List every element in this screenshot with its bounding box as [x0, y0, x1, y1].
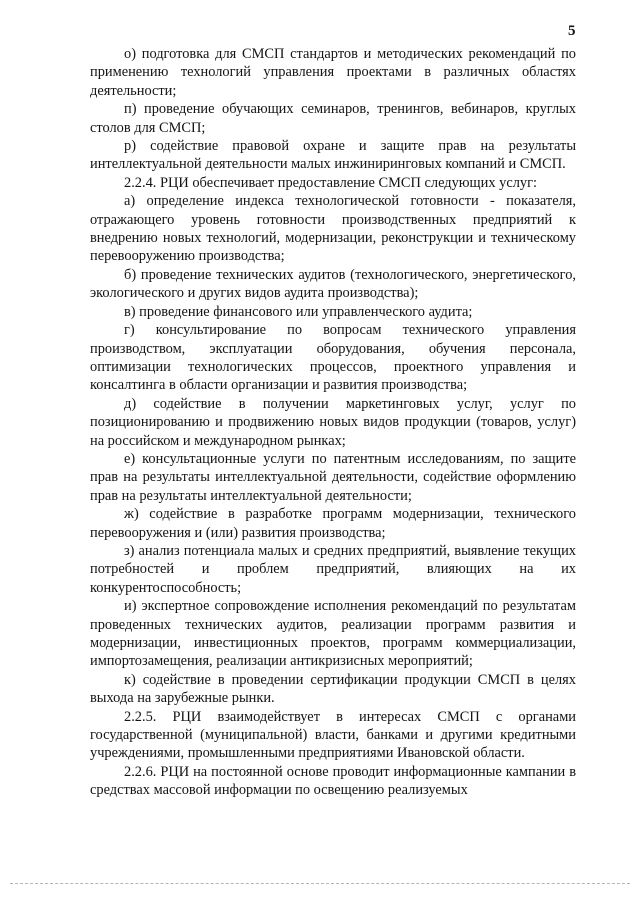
paragraph-b: б) проведение технических аудитов (технологического, энергетического, экологического и других видов аудита производства);	[90, 266, 576, 302]
paragraph-k: к) содействие в проведении сертификации продукции СМСП в целях выхода на зарубежные рынки.	[90, 671, 576, 707]
paragraph-p: п) проведение обучающих семинаров, тренингов, вебинаров, круглых столов для СМСП;	[90, 101, 576, 136]
scan-bottom-edge	[10, 883, 630, 884]
paragraph-o: о) подготовка для СМСП стандартов и методических рекомендаций по применению технологий управления проектами в различных областях деятельности;	[90, 46, 576, 99]
body-text	[90, 45, 576, 800]
paragraph-z: з) анализ потенциала малых и средних предприятий, выявление текущих потребностей и проблем предприятий, влияющих на их конкурентоспособность;	[90, 542, 576, 596]
paragraph-a: а) определение индекса технологической готовности - показателя, отражающего уровень готовности производственных предприятий к внедрению новых технологий, модернизации, реконструкции и техническому перевооружению производства;	[90, 193, 576, 265]
section-2-2-4-heading: 2.2.4. РЦИ обеспечивает предоставление СМСП следующих услуг:	[124, 174, 537, 191]
section-2-2-5: 2.2.5. РЦИ взаимодействует в интересах СМСП с органами государственной (муниципальной) власти, банками и другими кредитными учреждениями, промышленными предприятиями Ивановской области.	[90, 708, 576, 762]
paragraph-d: д) содействие в получении маркетинговых услуг, услуг по позиционированию и продвижению новых видов продукции (товаров, услуг) на российском и международном рынках;	[90, 395, 576, 449]
section-2-2-6: 2.2.6. РЦИ на постоянной основе проводит информационные кампании в средствах массовой информации по освещению реализуемых	[90, 763, 576, 799]
paragraph-v: в) проведение финансового или управленческого аудита;	[124, 303, 473, 320]
paragraph-i: и) экспертное сопровождение исполнения рекомендаций по результатам проведенных технических аудитов, реализации программ развития и модернизации, инвестиционных проектов, программ коммерциализации, импортозамещения, реализации антикризисных мероприятий;	[90, 598, 576, 670]
paragraph-g: г) консультирование по вопросам технического управления производством, эксплуатации оборудования, обучения персонала, оптимизации технологических процессов, проектного управления и консалтинга в области организации и развития производства;	[90, 322, 576, 394]
page-number: 5	[568, 23, 576, 39]
paragraph-zh: ж) содействие в разработке программ модернизации, технического перевооружения и (или) развития производства;	[90, 506, 576, 541]
paragraph-e: е) консультационные услуги по патентным исследованиям, по защите прав на результаты интеллектуальной деятельности, содействие оформлению прав на результаты интеллектуальной деятельности;	[90, 450, 576, 504]
paragraph-r: р) содействие правовой охране и защите прав на результаты интеллектуальной деятельности малых инжиниринговых компаний и СМСП.	[90, 138, 576, 173]
